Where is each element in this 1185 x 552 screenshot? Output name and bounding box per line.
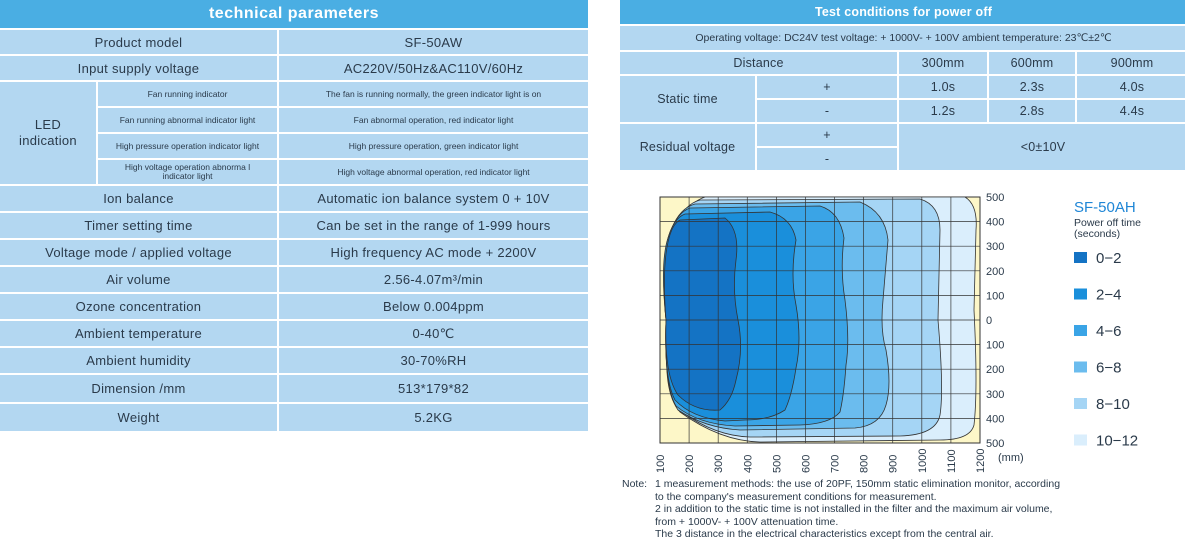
technical-parameters-table bbox=[0, 0, 590, 433]
y-tick-label: 400 bbox=[986, 216, 1005, 229]
note-line: to the company's measurement conditions for measurement. bbox=[655, 490, 937, 503]
legend-label: 6−8 bbox=[1096, 359, 1122, 377]
measurement-note bbox=[622, 478, 1182, 541]
x-tick-label: 300 bbox=[713, 454, 726, 473]
distance-600: 600mm bbox=[989, 52, 1075, 74]
chart-subtitle-line: Power off time bbox=[1074, 217, 1141, 229]
param-value: 513*179*82 bbox=[279, 375, 588, 402]
param-label: Ozone concentration bbox=[0, 294, 277, 319]
static-value: 1.0s bbox=[899, 76, 987, 98]
y-tick-label: 300 bbox=[986, 241, 1005, 254]
residual-sign-plus: + bbox=[757, 124, 897, 146]
residual-voltage-label: Residual voltage bbox=[620, 124, 755, 170]
x-tick-label: 900 bbox=[887, 454, 900, 473]
led-item-value: High pressure operation, green indicator light bbox=[279, 134, 588, 158]
led-indication-label: LED indication bbox=[0, 82, 96, 184]
led-item-value: Fan abnormal operation, red indicator light bbox=[279, 108, 588, 132]
legend-swatch bbox=[1074, 289, 1087, 300]
y-tick-label: 200 bbox=[986, 364, 1005, 377]
legend-label: 2−4 bbox=[1096, 286, 1122, 304]
x-axis-ticks bbox=[655, 449, 987, 473]
param-value: 0-40℃ bbox=[279, 321, 588, 346]
test-conditions-table bbox=[618, 0, 1185, 172]
static-value: 4.0s bbox=[1077, 76, 1185, 98]
x-axis-unit: (mm) bbox=[998, 452, 1024, 464]
led-item-label: Fan running indicator bbox=[98, 82, 277, 106]
chart-subtitle-line: (seconds) bbox=[1074, 228, 1121, 240]
static-value: 2.8s bbox=[989, 100, 1075, 122]
note-lines bbox=[655, 478, 1182, 541]
static-value: 4.4s bbox=[1077, 100, 1185, 122]
param-label: Ambient humidity bbox=[0, 348, 277, 373]
param-value: Automatic ion balance system 0 + 10V bbox=[279, 186, 588, 211]
static-sign-minus: - bbox=[757, 100, 897, 122]
static-value: 2.3s bbox=[989, 76, 1075, 98]
x-tick-label: 1100 bbox=[945, 449, 958, 473]
led-item-value: High voltage abnormal operation, red indicator light bbox=[279, 160, 588, 184]
y-tick-label: 100 bbox=[986, 339, 1005, 352]
param-label: Dimension /mm bbox=[0, 375, 277, 402]
led-item-value: The fan is running normally, the green indicator light is on bbox=[279, 82, 588, 106]
distance-900: 900mm bbox=[1077, 52, 1185, 74]
x-tick-label: 1200 bbox=[975, 448, 987, 473]
residual-sign-minus: - bbox=[757, 148, 897, 170]
led-item-label: High voltage operation abnorma l indicator light bbox=[98, 160, 277, 184]
led-item-label: Fan running abnormal indicator light bbox=[98, 108, 277, 132]
power-off-contour-chart bbox=[640, 190, 1180, 475]
param-label: Ion balance bbox=[0, 186, 277, 211]
note-line: 2 in addition to the static time is not installed in the filter and the maximum air volume, bbox=[655, 503, 1053, 515]
chart-legend bbox=[1074, 250, 1138, 450]
distance-label: Distance bbox=[620, 52, 897, 74]
test-conditions-title: Test conditions for power off bbox=[620, 0, 1185, 24]
y-tick-label: 200 bbox=[986, 265, 1005, 278]
param-value-product-model: SF-50AW bbox=[279, 30, 588, 54]
legend-swatch bbox=[1074, 435, 1087, 446]
param-value: 5.2KG bbox=[279, 404, 588, 431]
param-value: Can be set in the range of 1-999 hours bbox=[279, 213, 588, 238]
note-prefix: Note: bbox=[622, 478, 648, 490]
technical-parameters-title: technical parameters bbox=[0, 0, 588, 28]
note-line: 1 measurement methods: the use of 20PF, 150mm static elimination monitor, according bbox=[655, 478, 1061, 490]
note-line: The 3 distance in the electrical characteristics except from the central air. bbox=[655, 528, 994, 540]
contour-0-2 bbox=[664, 218, 740, 410]
x-tick-label: 700 bbox=[829, 454, 842, 473]
legend-label: 0−2 bbox=[1096, 250, 1122, 267]
legend-label: 10−12 bbox=[1096, 432, 1139, 450]
x-tick-label: 600 bbox=[800, 454, 813, 473]
legend-swatch bbox=[1074, 252, 1087, 263]
param-value: Below 0.004ppm bbox=[279, 294, 588, 319]
distance-300: 300mm bbox=[899, 52, 987, 74]
param-value: 30-70%RH bbox=[279, 348, 588, 373]
param-value: High frequency AC mode + 2200V bbox=[279, 240, 588, 265]
legend-label: 4−6 bbox=[1096, 323, 1122, 340]
y-tick-label: 500 bbox=[986, 438, 1005, 450]
x-tick-label: 100 bbox=[655, 454, 667, 473]
legend-label: 8−10 bbox=[1096, 396, 1130, 413]
legend-swatch bbox=[1074, 362, 1087, 373]
y-axis-ticks bbox=[986, 192, 1004, 450]
param-value-input-voltage: AC220V/50Hz&AC110V/60Hz bbox=[279, 56, 588, 80]
param-label-product-model: Product model bbox=[0, 30, 277, 54]
legend-swatch bbox=[1074, 325, 1087, 336]
x-tick-label: 800 bbox=[858, 454, 871, 473]
param-label: Ambient temperature bbox=[0, 321, 277, 346]
led-item-label: High pressure operation indicator light bbox=[98, 134, 277, 158]
param-label-input-voltage: Input supply voltage bbox=[0, 56, 277, 80]
chart-title: SF-50AH bbox=[1074, 199, 1136, 216]
y-tick-label: 500 bbox=[986, 192, 1005, 204]
param-label: Voltage mode / applied voltage bbox=[0, 240, 277, 265]
x-tick-label: 200 bbox=[684, 454, 697, 473]
static-time-label: Static time bbox=[620, 76, 755, 122]
param-label: Timer setting time bbox=[0, 213, 277, 238]
contour-regions bbox=[663, 197, 976, 442]
param-label: Weight bbox=[0, 404, 277, 431]
param-value: 2.56-4.07m³/min bbox=[279, 267, 588, 292]
x-tick-label: 400 bbox=[742, 454, 755, 473]
note-line: from + 1000V- + 100V attenuation time. bbox=[655, 515, 839, 528]
y-tick-label: 0 bbox=[986, 315, 993, 327]
static-value: 1.2s bbox=[899, 100, 987, 122]
y-tick-label: 100 bbox=[986, 290, 1005, 303]
static-sign-plus: + bbox=[757, 76, 897, 98]
y-tick-label: 300 bbox=[986, 388, 1005, 401]
param-label: Air volume bbox=[0, 267, 277, 292]
legend-swatch bbox=[1074, 398, 1087, 409]
residual-voltage-value: <0±10V bbox=[899, 124, 1185, 170]
y-tick-label: 400 bbox=[986, 413, 1005, 426]
test-conditions-description: Operating voltage: DC24V test voltage: + 1000V- + 100V ambient temperature: 23℃±2℃ bbox=[620, 26, 1185, 50]
x-tick-label: 1000 bbox=[916, 448, 929, 473]
x-tick-label: 500 bbox=[771, 454, 784, 473]
